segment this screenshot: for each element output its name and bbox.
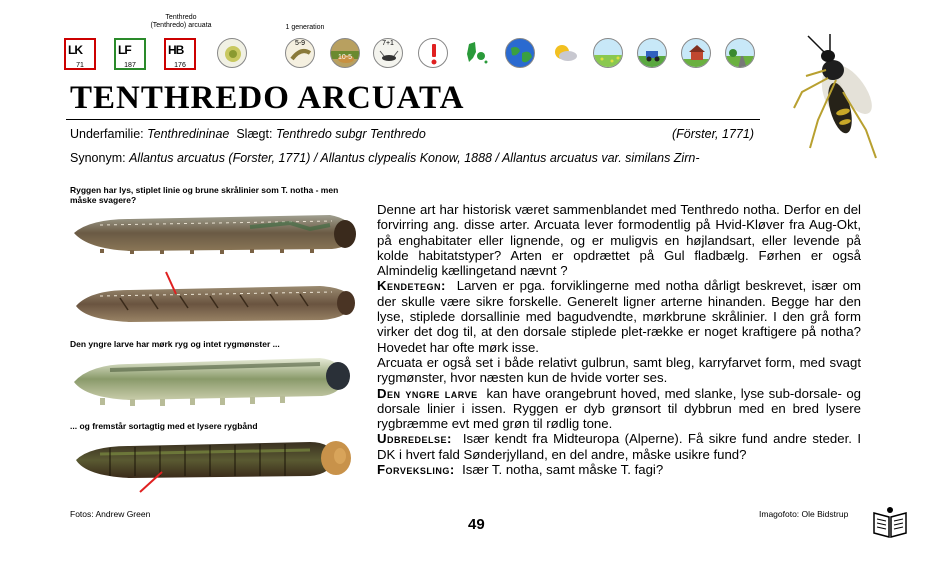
underfamilie-label: Underfamilie: bbox=[70, 127, 144, 141]
group-label-line1: Tenthredo bbox=[165, 14, 197, 21]
book-lk-label: LK bbox=[68, 43, 82, 57]
kendetegn-label: Kendetegn: bbox=[377, 278, 446, 294]
image-credit: Imagofoto: Ole Bidstrup bbox=[759, 509, 849, 519]
forveksling-text: Især T. notha, samt måske T. fagi? bbox=[462, 462, 664, 478]
book-lk-number: 71 bbox=[76, 62, 84, 69]
underfamilie-value: Tenthredininae bbox=[147, 127, 230, 141]
book-lf-number: 187 bbox=[124, 62, 136, 69]
page-title: TENTHREDO ARCUATA bbox=[70, 80, 465, 116]
adult-wasp-image bbox=[788, 30, 903, 165]
sun-icon bbox=[549, 38, 579, 68]
denmark-map-icon bbox=[461, 38, 491, 68]
larva-photo-4 bbox=[70, 430, 360, 494]
farmland-icon bbox=[637, 38, 667, 68]
meadow-icon bbox=[593, 38, 623, 68]
intro-paragraph: Denne art har historisk været sammenblandet med Tenthredo notha. Derfor en del forvirring ang. disse arter. Arcuata lever formodentlig på Hvid-Kløver fra Aug-Okt, på enghabitater eller lignende, og er muligvis en højlandsart, eller levende på kolde habitatstyper? Arten er opdrættet på Gul fladbælg. Førhen er også Almindelig kællingetand nævnt ? bbox=[377, 202, 861, 279]
book-hb-icon[interactable] bbox=[164, 38, 196, 70]
larva-photo-1 bbox=[70, 203, 360, 255]
kendetegn-text: Larven er pga. forviklingerne med notha dårligt beskrevet, især om der skulle være sikre forskelle. Generelt ligner arterne hinanden. Begge har den lyse, stiplede dorsallinie med bagudvendte, mørkbrune skrålinier. I den grå form virker det dog til, at den dorsale stiplede plet-række er noget kraftigere på notha? Hovedet har ofte mørk isse. bbox=[377, 278, 861, 355]
synonym-text: Allantus arcuatus (Forster, 1771) / Allantus clypealis Konow, 1888 / Allantus arcuatus var. similans Zirn- bbox=[129, 151, 700, 165]
book-lf-icon[interactable] bbox=[114, 38, 146, 70]
body-text bbox=[377, 202, 861, 477]
book-lf-label: LF bbox=[118, 43, 131, 57]
leaf-icon bbox=[217, 38, 247, 68]
forveksling-label: Forveksling: bbox=[377, 462, 455, 478]
group-label bbox=[138, 14, 224, 30]
larva-photo-3 bbox=[70, 352, 360, 412]
yngre-text: kan have orangebrunt hoved, med slanke, lyse sub-dorsale- og dorsale linier i issen. Ryggen er dyb grønsort til dybbrun med en bred lysere rygbræmme evt med grøn til rødlig tone. bbox=[377, 385, 861, 432]
title-rule bbox=[66, 119, 760, 120]
globe-icon bbox=[505, 38, 535, 68]
caption-2: Den yngre larve har mørk ryg og intet rygmønster ... bbox=[70, 339, 280, 349]
taxonomy-line bbox=[70, 127, 426, 141]
caption-1: Ryggen har lys, stiplet linie og brune skrålinier som T. notha - men måske svagere? bbox=[70, 185, 339, 205]
author: (Förster, 1771) bbox=[672, 127, 754, 141]
book-hb-number: 176 bbox=[174, 62, 186, 69]
page-number: 49 bbox=[468, 516, 485, 533]
generation-label: 1 generation bbox=[285, 24, 325, 31]
slaegt-value: Tenthredo subgr Tenthredo bbox=[275, 127, 426, 141]
udbredelse-text: Især kendt fra Midteuropa (Alperne). Få sikre fund andre steder. I DK i hvert fald Sønderjylland, en del andre, måske usikre fund? bbox=[377, 431, 862, 462]
udbredelse-label: Udbredelse: bbox=[377, 431, 452, 447]
slaegt-label: Slægt: bbox=[236, 127, 273, 141]
month-badge-adult: 7+1 bbox=[382, 40, 394, 47]
house-icon bbox=[681, 38, 711, 68]
alert-icon bbox=[418, 38, 448, 68]
pupa-icon bbox=[330, 38, 360, 68]
month-badge-larva: 5-9 bbox=[294, 40, 306, 47]
udbredelse-paragraph bbox=[377, 431, 861, 462]
month-badge-pupa: 10-5 bbox=[337, 54, 352, 61]
roadside-icon bbox=[725, 38, 755, 68]
book-hb-label: HB bbox=[168, 43, 184, 57]
caption-3: ... og fremstår sortagtig med et lysere rygbånd bbox=[70, 421, 258, 431]
book-lk-icon[interactable] bbox=[64, 38, 96, 70]
group-label-line2: (Tenthredo) arcuata bbox=[150, 22, 212, 29]
yngre-label: Den yngre larve bbox=[377, 385, 478, 401]
synonym-label: Synonym: bbox=[70, 151, 126, 165]
yngre-paragraph bbox=[377, 386, 861, 432]
photo-credit: Fotos: Andrew Green bbox=[70, 509, 151, 519]
synonym-line bbox=[70, 151, 699, 165]
open-book-icon[interactable] bbox=[870, 505, 910, 541]
kendetegn-paragraph bbox=[377, 278, 861, 354]
forveksling-paragraph bbox=[377, 462, 861, 477]
larva-photo-2 bbox=[70, 266, 360, 330]
kendetegn2-paragraph: Arcuata er også set i både relativt gulbrun, samt bleg, karryfarvet form, med svagt rygmønster, hvor næsten kun de hvide vorter ses. bbox=[377, 354, 861, 386]
